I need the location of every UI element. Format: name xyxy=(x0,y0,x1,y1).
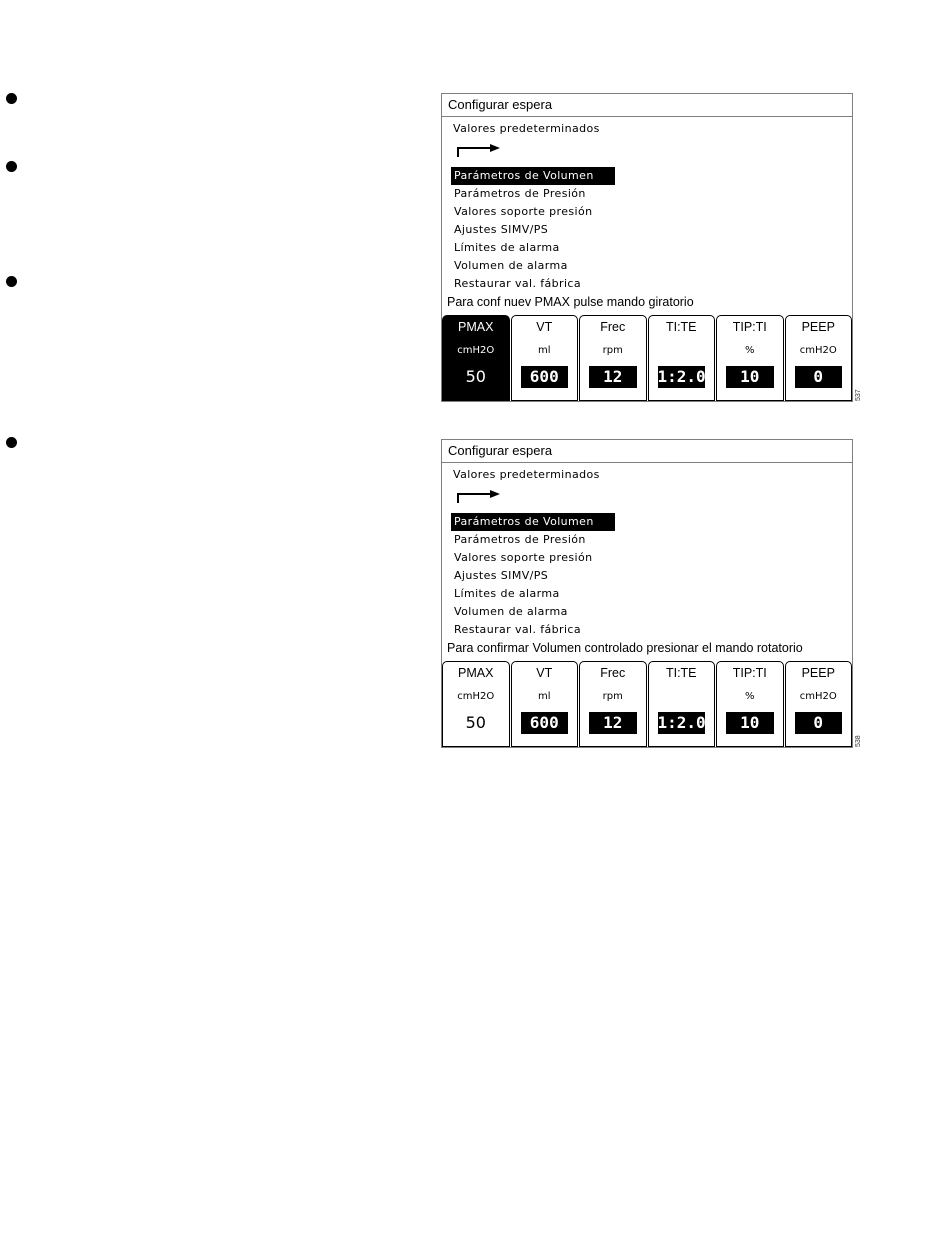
param-pmax[interactable] xyxy=(442,661,510,747)
menu-item-factory-reset[interactable]: Restaurar val. fábrica xyxy=(454,277,582,290)
param-name: TI:TE xyxy=(665,320,697,334)
param-value: 10 xyxy=(726,712,774,734)
settings-menu xyxy=(451,513,615,639)
param-name: VT xyxy=(536,666,553,680)
parameter-bar xyxy=(442,315,852,401)
param-name: PMAX xyxy=(458,666,494,680)
menu-item-pressure-params[interactable]: Parámetros de Presión xyxy=(454,533,586,546)
param-value: 10 xyxy=(726,366,774,388)
param-tip-ti[interactable] xyxy=(716,315,784,401)
menu-item-volume-params[interactable]: Parámetros de Volumen xyxy=(451,513,615,531)
status-message: Para conf nuev PMAX pulse mando giratorio xyxy=(447,295,694,309)
param-peep[interactable] xyxy=(785,315,853,401)
right-arrow-icon xyxy=(456,488,502,504)
param-unit: cmH2O xyxy=(799,691,837,702)
param-name: Frec xyxy=(600,320,626,334)
menu-item-alarm-volume[interactable]: Volumen de alarma xyxy=(454,259,568,272)
right-arrow-icon xyxy=(456,142,502,158)
menu-item-pressure-support[interactable]: Valores soporte presión xyxy=(454,205,593,218)
param-frec[interactable] xyxy=(579,315,647,401)
param-value: 600 xyxy=(521,366,569,388)
menu-heading: Valores predeterminados xyxy=(453,468,600,481)
param-value: 1:2.0 xyxy=(657,713,706,732)
menu-item-alarm-limits[interactable]: Límites de alarma xyxy=(454,241,560,254)
param-peep[interactable] xyxy=(785,661,853,747)
param-unit: cmH2O xyxy=(457,691,495,702)
figure-number: 537 xyxy=(855,389,862,401)
param-unit: cmH2O xyxy=(457,345,495,356)
menu-heading: Valores predeterminados xyxy=(453,122,600,135)
figure-number: 538 xyxy=(855,735,862,747)
param-name: Frec xyxy=(600,666,626,680)
param-unit: cmH2O xyxy=(799,345,837,356)
param-frec[interactable] xyxy=(579,661,647,747)
param-name: PMAX xyxy=(458,320,494,334)
bullet-4 xyxy=(6,437,17,448)
ventilator-screen-1 xyxy=(441,93,853,402)
param-unit: rpm xyxy=(602,345,623,356)
menu-item-alarm-volume[interactable]: Volumen de alarma xyxy=(454,605,568,618)
menu-item-volume-params[interactable]: Parámetros de Volumen xyxy=(451,167,615,185)
param-ti-te[interactable] xyxy=(648,661,716,747)
param-value: 0 xyxy=(795,366,843,388)
bullet-2 xyxy=(6,161,17,172)
param-unit: ml xyxy=(537,345,551,356)
bullet-3 xyxy=(6,276,17,287)
parameter-bar xyxy=(442,661,852,747)
param-name: TIP:TI xyxy=(732,320,767,334)
ventilator-screen-2 xyxy=(441,439,853,748)
menu-item-factory-reset[interactable]: Restaurar val. fábrica xyxy=(454,623,582,636)
menu-item-pressure-params[interactable]: Parámetros de Presión xyxy=(454,187,586,200)
param-vt[interactable] xyxy=(511,661,579,747)
param-ti-te[interactable] xyxy=(648,315,716,401)
param-value: 50 xyxy=(465,367,486,386)
param-name: PEEP xyxy=(801,320,835,334)
param-vt[interactable] xyxy=(511,315,579,401)
menu-item-simv-ps[interactable]: Ajustes SIMV/PS xyxy=(454,223,549,236)
status-message: Para confirmar Volumen controlado presionar el mando rotatorio xyxy=(447,641,803,655)
menu-item-pressure-support[interactable]: Valores soporte presión xyxy=(454,551,593,564)
param-value: 12 xyxy=(589,366,637,388)
param-value: 1:2.0 xyxy=(657,367,706,386)
screen-title: Configurar espera xyxy=(442,440,852,463)
menu-item-alarm-limits[interactable]: Límites de alarma xyxy=(454,587,560,600)
param-unit: rpm xyxy=(602,691,623,702)
param-tip-ti[interactable] xyxy=(716,661,784,747)
param-name: TIP:TI xyxy=(732,666,767,680)
param-unit: ml xyxy=(537,691,551,702)
param-value: 600 xyxy=(521,712,569,734)
settings-menu xyxy=(451,167,615,293)
param-value: 50 xyxy=(465,713,486,732)
param-value: 0 xyxy=(795,712,843,734)
menu-item-simv-ps[interactable]: Ajustes SIMV/PS xyxy=(454,569,549,582)
param-unit: % xyxy=(744,691,755,702)
param-name: TI:TE xyxy=(665,666,697,680)
param-pmax[interactable] xyxy=(442,315,510,401)
param-name: PEEP xyxy=(801,666,835,680)
bullet-1 xyxy=(6,93,17,104)
param-value: 12 xyxy=(589,712,637,734)
param-unit: % xyxy=(744,345,755,356)
screen-title: Configurar espera xyxy=(442,94,852,117)
param-name: VT xyxy=(536,320,553,334)
